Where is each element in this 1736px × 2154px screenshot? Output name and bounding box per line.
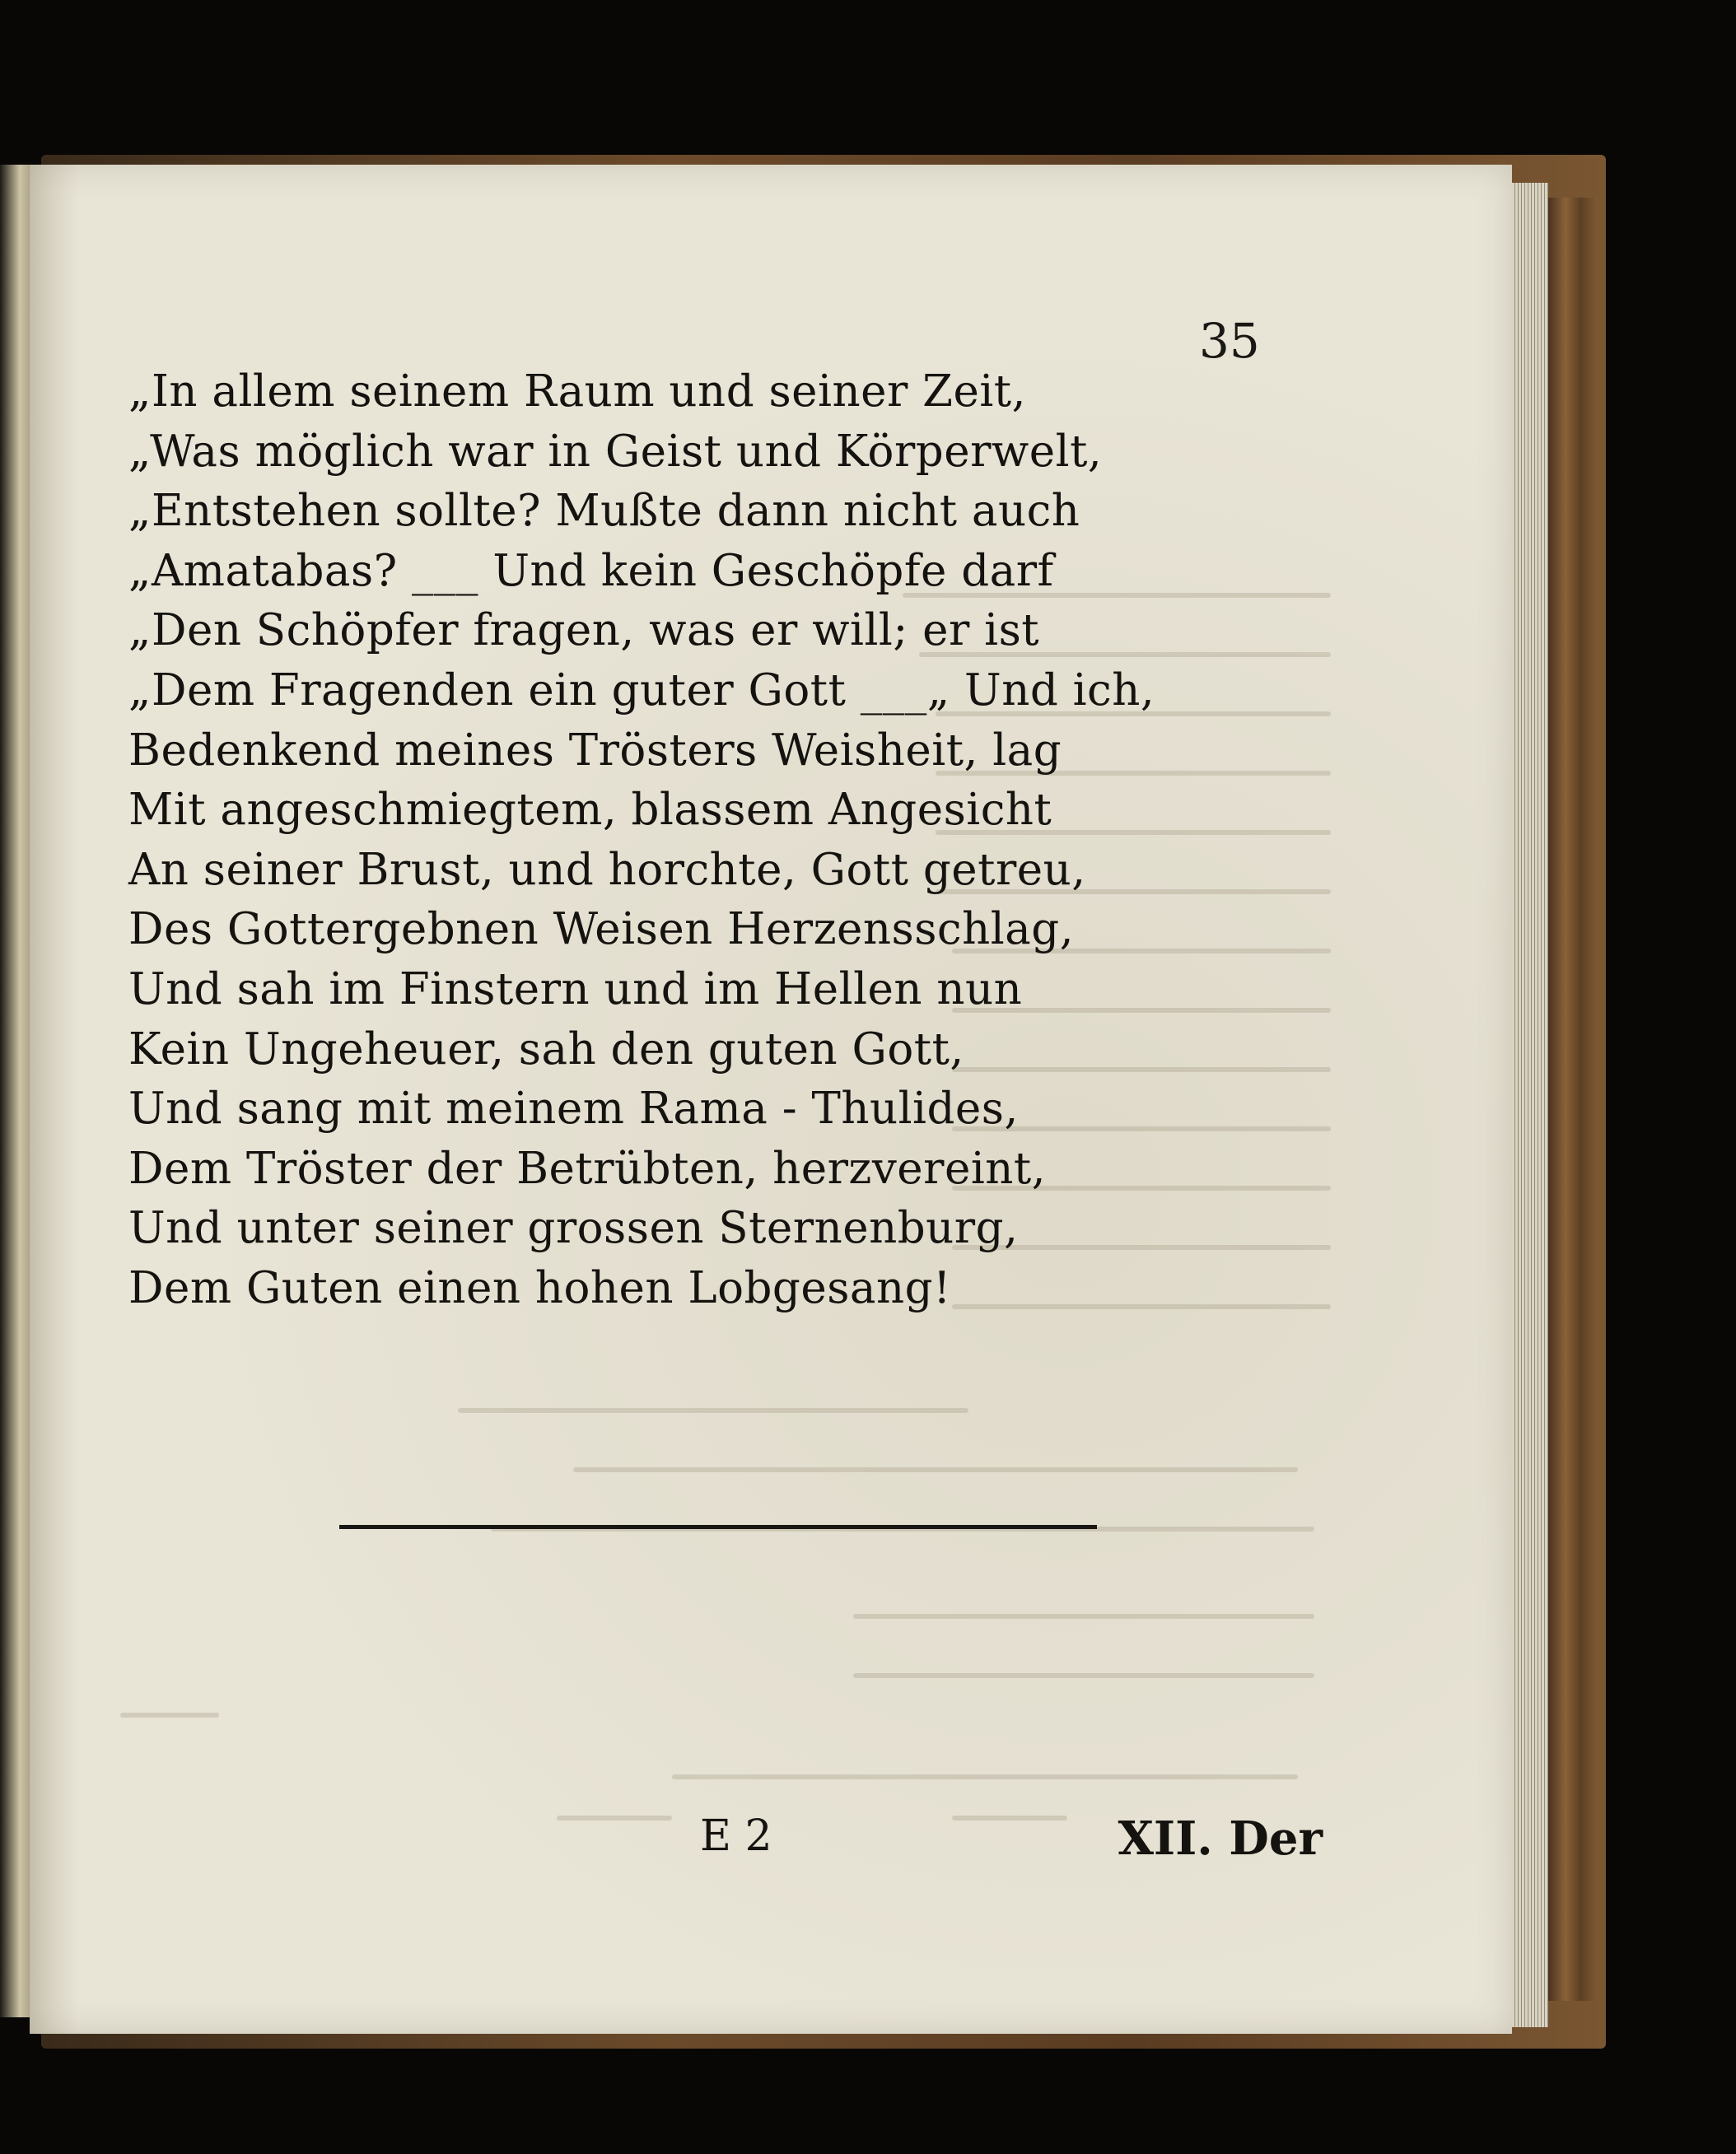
section-rule (339, 1525, 1097, 1529)
verse-line: Kein Ungeheuer, sah den guten Gott, (128, 1023, 964, 1075)
book-page (30, 165, 1512, 2034)
verse-line: Dem Guten einen hohen Lobgesang! (128, 1262, 951, 1313)
catchword: XII. Der (1118, 1811, 1323, 1866)
verse-line: Dem Tröster der Betrübten, herzvereint, (128, 1143, 1047, 1194)
verse-line: Bedenkend meines Trösters Weisheit, lag (128, 725, 1062, 776)
verse-line: „In allem seinem Raum und seiner Zeit, (128, 366, 1026, 417)
verse-line: „Den Schöpfer fragen, was er will; er ist (128, 605, 1040, 656)
printer-signature: E 2 (700, 1811, 772, 1861)
verse-line: Mit angeschmiegtem, blassem Angesicht (128, 785, 1052, 836)
verse-line: „Amatabas? ___ Und kein Geschöpfe darf (128, 545, 1054, 596)
cover-edge (1548, 198, 1598, 2001)
verse-line: Und sah im Finstern und im Hellen nun (128, 963, 1023, 1014)
verse-line: Und unter seiner grossen Sternenburg, (128, 1203, 1019, 1254)
verse-line: Des Gottergebnen Weisen Herzensschlag, (128, 904, 1075, 955)
page-stack-edge (1509, 183, 1548, 2027)
verse-line: An seiner Brust, und horchte, Gott getreu, (128, 844, 1086, 895)
page-number: 35 (1199, 313, 1260, 369)
verse-line: „Dem Fragenden ein guter Gott ___„ Und ich, (128, 664, 1155, 716)
verse-line: Und sang mit meinem Rama - Thulides, (128, 1084, 1019, 1135)
verse-line: „Was möglich war in Geist und Körperwelt, (128, 426, 1103, 477)
verse-line: „Entstehen sollte? Mußte dann nicht auch (128, 486, 1080, 537)
facing-page-edge (0, 165, 33, 2017)
poem-text (128, 362, 1199, 1319)
